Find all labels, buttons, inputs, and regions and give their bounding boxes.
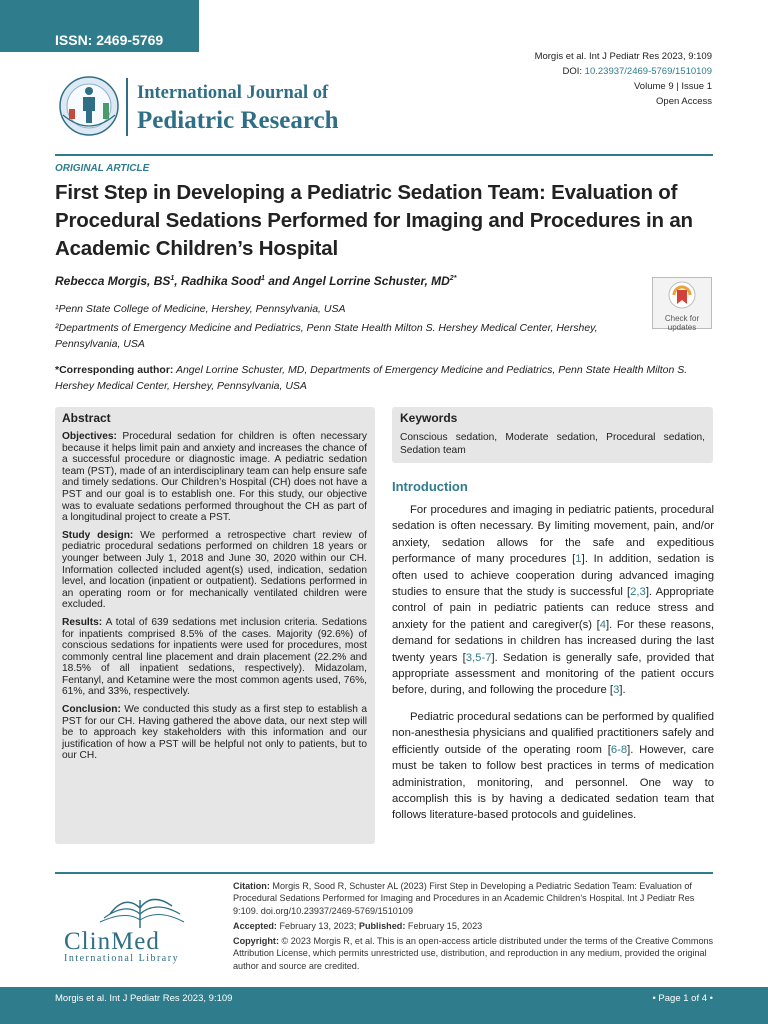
footer-rule xyxy=(55,872,713,874)
footer-citation: Morgis et al. Int J Pediatr Res 2023, 9:109 xyxy=(55,993,233,1004)
dates-line xyxy=(233,920,714,932)
keywords-box xyxy=(392,407,713,463)
article-meta xyxy=(535,49,712,109)
citation-block xyxy=(233,880,714,975)
conclusion-label: Conclusion: xyxy=(62,704,121,716)
copyright-label: Copyright: xyxy=(233,936,279,947)
citation-label: Citation: xyxy=(233,881,270,891)
author-sep-2: and xyxy=(264,274,293,288)
author-3: Angel Lorrine Schuster, MD xyxy=(292,274,450,288)
doi-line xyxy=(535,64,712,79)
ref-link[interactable]: 6-8 xyxy=(610,743,628,756)
affiliation-1: ¹Penn State College of Medicine, Hershey, Pennsylvania, USA xyxy=(55,303,346,315)
intro-p1-text-2: ]. In addition, sedation is often used to achieve cooperation during advanced imaging studies to ensure that the study is successful [ xyxy=(392,553,714,599)
author-list xyxy=(55,274,456,288)
accepted-date: February 13, 2023; xyxy=(276,920,359,931)
author-1-sup: 1 xyxy=(170,275,175,282)
open-access-label: Open Access xyxy=(656,96,712,107)
check-for-updates-badge[interactable] xyxy=(652,277,712,332)
publisher-name: ClinMed xyxy=(64,928,160,955)
abstract-box xyxy=(55,407,375,844)
abstract-objectives xyxy=(62,431,367,524)
bookmark-icon xyxy=(668,281,696,309)
intro-p1-text-4: ]. For these reasons, demand for sedations in children has increased during the last twenty years [ xyxy=(392,618,714,664)
intro-p1-text-1: For procedures and imaging in pediatric patients, procedural sedation is often necessary. By limiting movement, pain, and/or anxiety, sedation allows for the safe and expeditious performance of many procedures [ xyxy=(392,504,714,566)
article-title: First Step in Developing a Pediatric Sedation Team: Evaluation of Procedural Sedations Performed for Imaging and Procedures in an Academic Children’s Hospital xyxy=(55,181,693,260)
abstract-conclusion xyxy=(62,704,367,762)
abstract-heading: Abstract xyxy=(62,411,111,425)
intro-p1-text-5: ]. Sedation is generally safe, provided that appropriate assessment and monitoring of the patient occurs before, during, and following the procedure [ xyxy=(392,651,714,697)
introduction-body xyxy=(392,502,714,834)
article-type: ORIGINAL ARTICLE xyxy=(55,163,150,174)
design-label: Study design: xyxy=(62,529,134,541)
results-label: Results: xyxy=(62,616,103,628)
ref-link[interactable]: 3 xyxy=(613,684,620,697)
conclusion-text: We conducted this study as a first step to establish a PST for our CH. Having gathered the above data, our next step will be to approach key stakeholders with this information and our justification of how a PST will be helpful not only to patients, but to our CH. xyxy=(62,704,367,762)
ref-link[interactable]: 1 xyxy=(575,553,582,566)
introduction-heading: Introduction xyxy=(392,479,468,494)
keywords-heading: Keywords xyxy=(400,411,458,425)
corresponding-label: *Corresponding author: xyxy=(55,364,174,376)
published-date: February 15, 2023 xyxy=(405,920,483,931)
citation-text: Morgis R, Sood R, Schuster AL (2023) First Step in Developing a Pediatric Sedation Team: Evaluation of Procedural Sedations Performed for Imaging and Procedures in an Academic Children’s Hospital. Int J Pediatr Res 9:109. doi.org/10.23937/2469-5769/1510109 xyxy=(233,881,695,916)
author-1: Rebecca Morgis, BS xyxy=(55,274,171,288)
affiliation-2: ²Departments of Emergency Medicine and Pediatrics, Penn State Health Milton S. Hershey Medical Center, Hershey, Pennsylvania, USA xyxy=(55,322,598,350)
journal-logo-icon xyxy=(55,75,125,137)
journal-name-line1: International Journal of xyxy=(137,83,329,103)
copyright-line xyxy=(233,935,714,972)
badge-text-line2: updates xyxy=(667,323,697,332)
ref-link[interactable]: 4 xyxy=(599,618,607,631)
objectives-label: Objectives: xyxy=(62,431,117,442)
accepted-label: Accepted: xyxy=(233,920,277,931)
page-indicator: • Page 1 of 4 • xyxy=(652,993,713,1004)
copyright-text: © 2023 Morgis R, et al. This is an open-access article distributed under the terms of the Creative Commons Attribution License, which permits unrestricted use, distribution, and reproduction in any medium, provided the original author and source are credited. xyxy=(233,936,714,971)
author-2-sup: 1 xyxy=(260,275,265,282)
ref-link[interactable]: 3,5-7 xyxy=(465,651,492,664)
citation-line xyxy=(233,880,714,917)
publisher-subtitle: International Library xyxy=(64,953,180,964)
issn: ISSN: 2469-5769 xyxy=(55,32,164,48)
abstract-results xyxy=(62,617,367,698)
intro-paragraph-1 xyxy=(392,502,714,699)
journal-name-line2: Pediatric Research xyxy=(137,107,339,134)
intro-p2-text-1: Pediatric procedural sedations can be performed by qualified non-anesthesia physicians and qualified practitioners safely and efficiently outside of the operating room [ xyxy=(392,710,714,756)
intro-p1-text-6: ]. xyxy=(619,684,626,697)
author-sep-1: , xyxy=(174,274,181,288)
badge-text-line1: Check for xyxy=(664,314,700,323)
doi-label: DOI: xyxy=(562,66,583,77)
author-3-sup: 2* xyxy=(449,275,457,282)
design-text: We performed a retrospective chart review of pediatric procedural sedations performed on children 18 years or younger between July 1, 2018 and June 30, 2020 within our CH. Information collected included agent(s) used, indication, sedation level, and location (inpatient or outpatient). Sedations performed in an operating room or for mechanically ventilated children were excluded. xyxy=(62,529,367,611)
author-2: Radhika Sood xyxy=(180,274,261,288)
header-rule xyxy=(55,154,713,156)
corresponding-text: Angel Lorrine Schuster, MD, Departments of Emergency Medicine and Pediatrics, Penn State Health Milton S. Hershey Medical Center, Hershey, Pennsylvania, USA xyxy=(55,364,688,392)
intro-p2-text-2: ]. However, care must be taken to follow best practices in terms of medication administration, monitoring, and personnel. One way to accomplish this is by having a dedicated sedation team that follows literature-based protocols and guidelines. xyxy=(392,743,714,822)
abstract-design xyxy=(62,530,367,611)
corresponding-author xyxy=(55,362,715,394)
keywords-text: Conscious sedation, Moderate sedation, Procedural sedation, Sedation team xyxy=(400,432,705,456)
intro-p1-text-3: ]. Appropriate control of pain in pediatric patients can reduce stress and anxiety for the patient and caregiver(s) [ xyxy=(392,586,714,631)
ref-link[interactable]: 2,3 xyxy=(630,586,646,599)
objectives-text: Procedural sedation for children is often necessary because it helps limit pain and anxiety and increases the chance of a successful procedure or diagnostic image. A pediatric sedation team (PST), made of an interdisciplinary team can help ensure safe and timely sedations. Our Children’s Hospital (CH) does not have a PST and our goal is to establish one. For this study, our objective was to evaluate sedations performed throughout the CH as part of a longitudinal project to create a PST. xyxy=(62,431,367,524)
doi-link[interactable]: 10.23937/2469-5769/1510109 xyxy=(584,66,712,77)
results-text: A total of 639 sedations met inclusion criteria. Sedations for inpatients comprised 8.5% of the cases. Majority (92.6%) of conscious sedations for inpatients were used for procedures, most commonly central line placement and drain placement (22.2% and 18.5% of all inpatient sedations, respectively). Midazolam, Fentanyl, and Ketamine were the most common agents used, 76%, 61%, and 33%, respectively. xyxy=(62,616,367,698)
published-label: Published: xyxy=(358,920,406,931)
volume-issue: Volume 9 | Issue 1 xyxy=(634,81,712,92)
intro-paragraph-2 xyxy=(392,709,714,824)
citation-short: Morgis et al. Int J Pediatr Res 2023, 9:109 xyxy=(534,51,712,62)
logo-divider xyxy=(126,78,128,136)
